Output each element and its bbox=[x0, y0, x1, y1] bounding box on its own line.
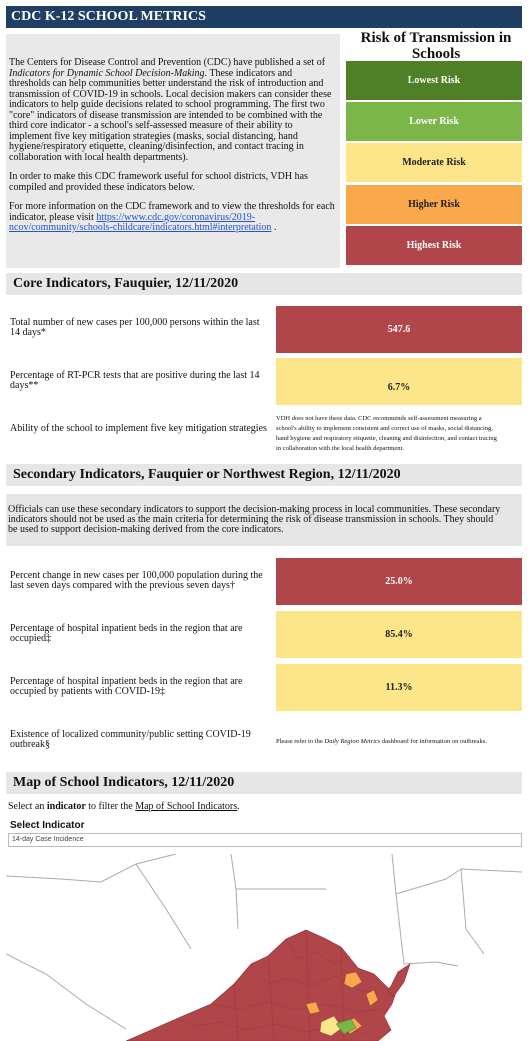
core-value-positivity: 6.7% bbox=[276, 358, 522, 405]
select-indicator-label: Select Indicator bbox=[10, 820, 85, 831]
risk-level-moderate: Moderate Risk bbox=[346, 143, 522, 182]
risk-level-highest: Highest Risk bbox=[346, 226, 522, 265]
core-value-cases: 547.6 bbox=[276, 306, 522, 353]
secondary-value-beds-occupied: 85.4% bbox=[276, 611, 522, 658]
virginia-county-map bbox=[6, 854, 522, 1041]
dashboard-title: CDC K-12 SCHOOL METRICS bbox=[6, 6, 522, 28]
intro-paragraph-3: For more information on the CDC framework and to view the thresholds for each indicator, please visit https://www.cdc.gov/coronavirus/2019-ncov/community/schools-childcare/indicators.html#interpretation . bbox=[9, 201, 335, 233]
intro-paragraph-1: The Centers for Disease Control and Prevention (CDC) have published a set of Indicators for Dynamic School Decision-Making. These indicators and thresholds can help communities better understand the risk of introduction and transmission of COVID-19 in schools. Local decision makers can consider these indicators to help guide decisions related to school programming. The first two "core" indicators of disease transmission are intended to be combined with the third core indicator - a school's self-assessed measure of their ability to implement five key mitigation strategies (masks, social distancing, hand hygiene/respiratory etiquette, cleaning/disinfection, and contact tracing in collaboration with local health departments). bbox=[9, 57, 332, 163]
intro-paragraph-2: In order to make this CDC framework useful for school districts, VDH has compiled and provided these indicators below. bbox=[9, 171, 308, 193]
secondary-indicators-header: Secondary Indicators, Fauquier or Northwest Region, 12/11/2020 bbox=[6, 464, 522, 486]
secondary-row-label-covid-beds: Percentage of hospital inpatient beds in the region that are occupied by patients with COVID-19‡ bbox=[10, 676, 243, 697]
map-of-school-indicators-link[interactable]: Map of School Indicators bbox=[135, 801, 238, 812]
map-section-header: Map of School Indicators, 12/11/2020 bbox=[6, 772, 522, 794]
secondary-description: Officials can use these secondary indicators to support the decision-making process in local communities. These secondary indicators should not be used as the main criteria for determining the risk of disease transmission in schools. They should be used to support decision-making derived from the core indicators. bbox=[6, 494, 522, 546]
map-instructions: Select an indicator to filter the Map of School Indicators. bbox=[8, 801, 240, 812]
school-indicators-map[interactable] bbox=[6, 854, 522, 1041]
risk-level-higher: Higher Risk bbox=[346, 185, 522, 224]
core-row-label-mitigation: Ability of the school to implement five key mitigation strategies bbox=[10, 423, 267, 434]
core-indicators-header: Core Indicators, Fauquier, 12/11/2020 bbox=[6, 273, 522, 295]
core-row-label-positivity: Percentage of RT-PCR tests that are positive during the last 14 days** bbox=[10, 370, 260, 391]
secondary-value-covid-beds: 11.3% bbox=[276, 664, 522, 711]
intro-panel bbox=[6, 34, 340, 268]
daily-region-metrics-ref: Daily Region Metrics bbox=[324, 738, 381, 745]
cdc-indicators-link[interactable]: https://www.cdc.gov/coronavirus/2019-ncov/community/schools-childcare/indicators.html#interpretation bbox=[9, 211, 272, 233]
risk-level-lowest: Lowest Risk bbox=[346, 61, 522, 100]
secondary-value-case-change: 25.0% bbox=[276, 558, 522, 605]
risk-legend-title: Risk of Transmission in Schools bbox=[360, 30, 512, 60]
secondary-row-label-case-change: Percent change in new cases per 100,000 population during the last seven days compared with the previous seven days† bbox=[10, 570, 263, 591]
core-row-label-cases: Total number of new cases per 100,000 persons within the last 14 days* bbox=[10, 317, 260, 338]
secondary-row-label-beds-occupied: Percentage of hospital inpatient beds in the region that are occupied‡ bbox=[10, 623, 243, 644]
secondary-row-label-outbreak: Existence of localized community/public setting COVID-19 outbreak§ bbox=[10, 729, 251, 750]
outbreak-note: Please refer to the Daily Region Metrics dashboard for information on outbreaks. bbox=[276, 738, 487, 745]
mitigation-note: VDH does not have these data. CDC recommends self-assessment measuring a school's ability to implement consistent and correct use of masks, social distancing, hand hygiene and respiratory etiquette, cleaning and disinfection, and contact tracing in collaboration with the local health department. bbox=[276, 415, 497, 452]
risk-level-lower: Lower Risk bbox=[346, 102, 522, 141]
indicator-select[interactable]: 14-day Case Incidence bbox=[8, 833, 522, 847]
indicators-title: Indicators for Dynamic School Decision-Making bbox=[9, 67, 205, 79]
